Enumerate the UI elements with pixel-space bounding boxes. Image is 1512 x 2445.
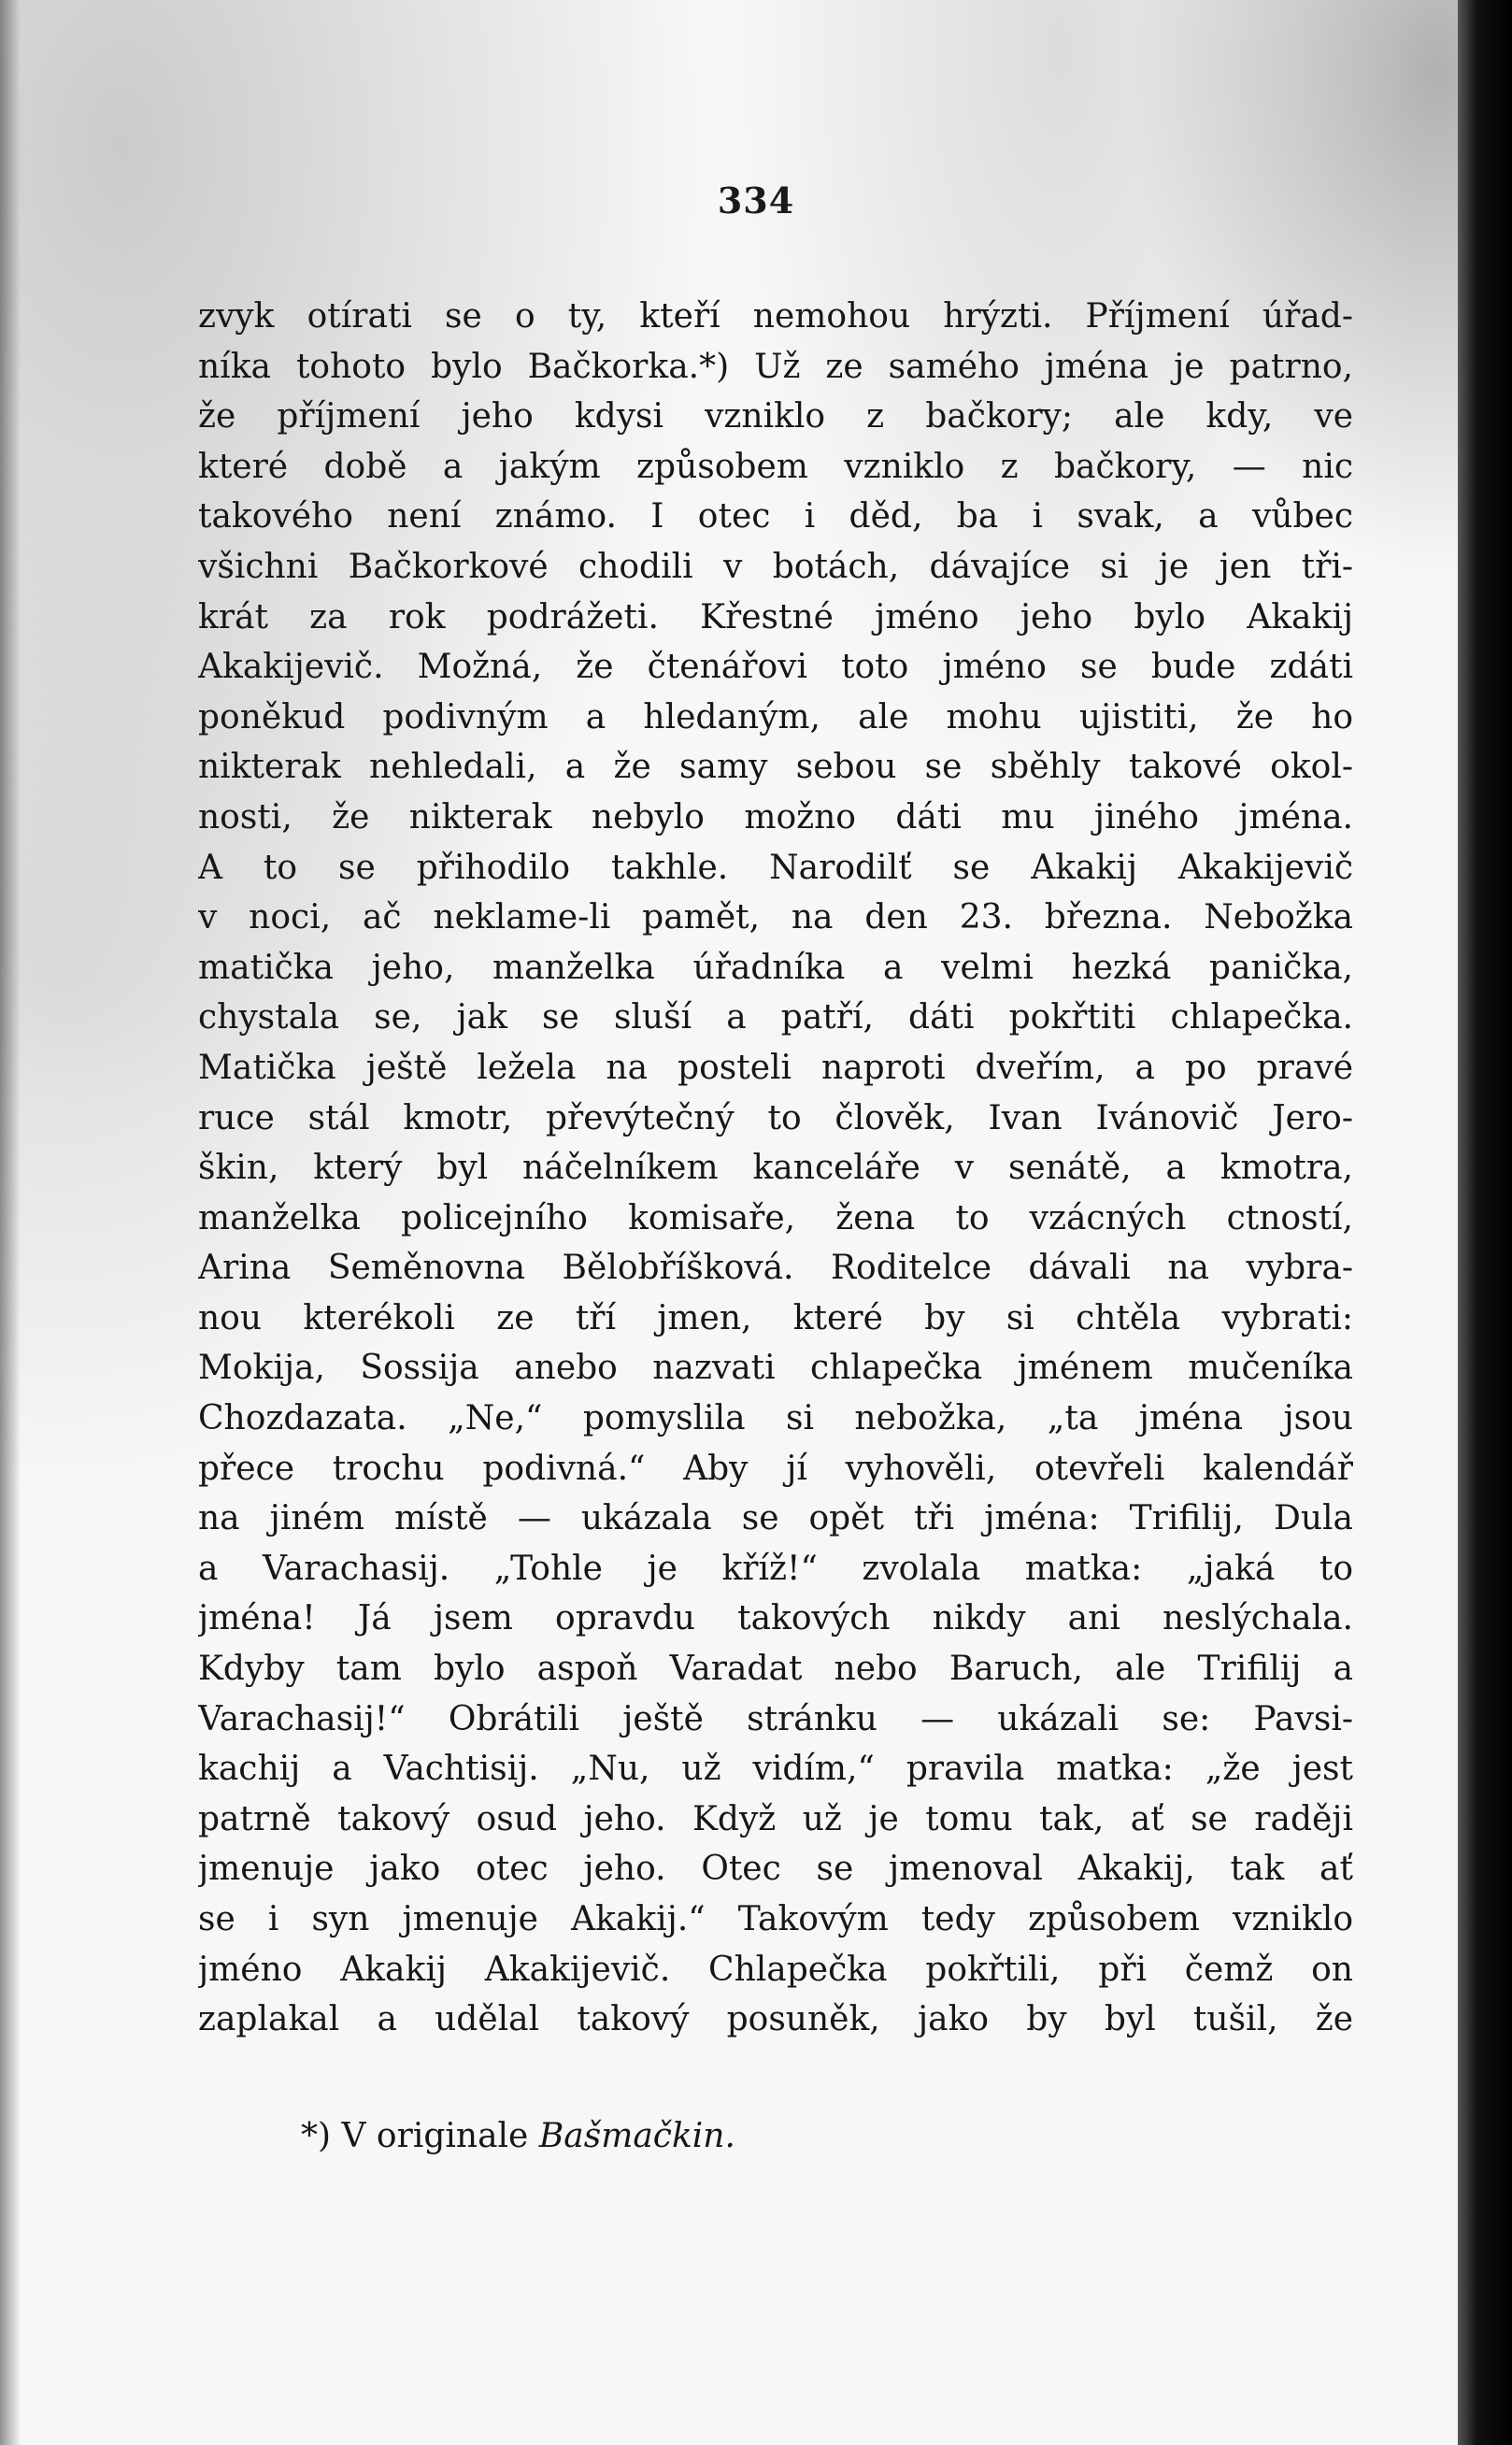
- text-line: A to se přihodilo takhle. Narodilť se Akakij Akakijevič: [198, 848, 1353, 887]
- text-line: Chozdazata. „Ne,“ pomyslila si nebožka, „ta jména jsou: [198, 1399, 1353, 1438]
- text-line: manželka policejního komisaře, žena to vzácných ctností,: [198, 1198, 1353, 1237]
- text-line: nou kterékoli ze tří jmen, které by si chtěla vybrati:: [198, 1298, 1353, 1337]
- body-text: [198, 292, 1353, 2045]
- text-line: Mokija, Sossija anebo nazvati chlapečka jménem mučeníka: [198, 1349, 1353, 1388]
- text-line: Matička ještě ležela na posteli naproti dveřím, a po pravé: [198, 1048, 1353, 1087]
- text-line: poněkud podivným a hledaným, ale mohu ujistiti, že ho: [198, 697, 1353, 736]
- text-line: kachij a Vachtisij. „Nu, už vidím,“ pravila matka: „že jest: [198, 1750, 1353, 1789]
- text-line: Kdyby tam bylo aspoň Varadat nebo Baruch, ale Trifilij a: [198, 1650, 1353, 1689]
- text-line: ruce stál kmotr, převýtečný to člověk, Ivan Ivánovič Jero-: [198, 1098, 1353, 1137]
- text-line: krát za rok podrážeti. Křestné jméno jeho bylo Akakij: [198, 597, 1353, 636]
- text-line: matička jeho, manželka úřadníka a velmi hezká panička,: [198, 948, 1353, 987]
- text-line: přece trochu podivná.“ Aby jí vyhověli, otevřeli kalendář: [198, 1449, 1353, 1488]
- text-line: jméno Akakij Akakijevič. Chlapečka pokřtili, při čemž on: [198, 1950, 1353, 1989]
- text-line: patrně takový osud jeho. Když už je tomu tak, ať se raději: [198, 1799, 1353, 1838]
- text-line: chystala se, jak se sluší a patří, dáti pokřtiti chlapečka.: [198, 998, 1353, 1037]
- text-line: Akakijevič. Možná, že čtenářovi toto jméno se bude zdáti: [198, 648, 1353, 687]
- footnote: [301, 2117, 735, 2155]
- text-line: a Varachasij. „Tohle je kříž!“ zvolala matka: „jaká to: [198, 1549, 1353, 1588]
- text-line: nikterak nehledali, a že samy sebou se sběhly takové okol-: [198, 748, 1353, 787]
- text-line: Varachasij!“ Obrátili ještě stránku — ukázali se: Pavsi-: [198, 1699, 1353, 1738]
- text-line: takového není známo. I otec i děd, ba i svak, a vůbec: [198, 497, 1353, 536]
- text-line: jména! Já jsem opravdu takových nikdy ani neslýchala.: [198, 1599, 1353, 1638]
- text-line: škin, který byl náčelníkem kanceláře v senátě, a kmotra,: [198, 1149, 1353, 1188]
- text-line: Arina Seměnovna Bělobříšková. Roditelce dávali na vybra-: [198, 1249, 1353, 1288]
- text-line: níka tohoto bylo Bačkorka.*) Už ze samého jména je patrno,: [198, 347, 1353, 386]
- text-line: na jiném místě — ukázala se opět tři jména: Trifilij, Dula: [198, 1499, 1353, 1538]
- footnote-term: Bašmačkin.: [538, 2117, 735, 2155]
- page-number: 334: [717, 179, 795, 222]
- footnote-marker: *) V originale: [301, 2117, 529, 2155]
- text-line: že příjmení jeho kdysi vzniklo z bačkory; ale kdy, ve: [198, 397, 1353, 436]
- text-line: zaplakal a udělal takový posuněk, jako by byl tušil, že: [198, 2000, 1353, 2039]
- text-line: jmenuje jako otec jeho. Otec se jmenoval Akakij, tak ať: [198, 1850, 1353, 1889]
- text-line: v noci, ač neklame-li pamět, na den 23. března. Nebožka: [198, 898, 1353, 937]
- page-left-shadow: [0, 0, 21, 2445]
- text-line: nosti, že nikterak nebylo možno dáti mu jiného jména.: [198, 797, 1353, 836]
- text-line: všichni Bačkorkové chodili v botách, dávajíce si je jen tři-: [198, 547, 1353, 586]
- book-spine-edge: [1458, 0, 1512, 2445]
- text-line: se i syn jmenuje Akakij.“ Takovým tedy způsobem vzniklo: [198, 1900, 1353, 1938]
- text-line: zvyk otírati se o ty, kteří nemohou hrýzti. Příjmení úřad-: [198, 297, 1353, 336]
- text-line: které době a jakým způsobem vzniklo z bačkory, — nic: [198, 447, 1353, 486]
